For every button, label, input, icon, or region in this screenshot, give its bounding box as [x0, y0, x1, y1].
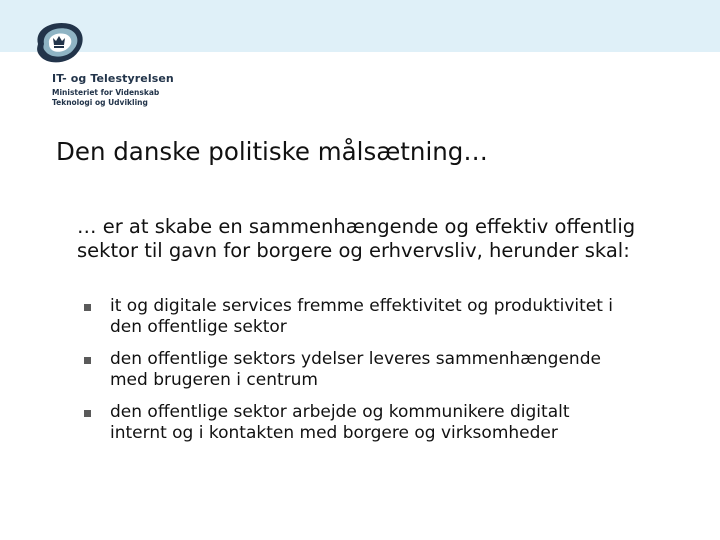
- bullet-item: [84, 349, 624, 391]
- org-name: IT- og Telestyrelsen: [52, 72, 174, 85]
- header-band: [0, 0, 720, 52]
- bullet-list: [84, 296, 624, 444]
- bullet-text: den offentlige sektor arbejde og kommunikere digitalt internt og i kontakten med borgere og virksomheder: [110, 402, 570, 443]
- crown-shield-icon: [30, 18, 86, 70]
- intro-text: … er at skabe en sammenhængende og effektiv offentlig sektor til gavn for borgere og erhvervsliv, herunder skal:: [77, 215, 636, 262]
- ministry-line-1: Ministeriet for Videnskab: [52, 88, 160, 97]
- bullet-item: [84, 402, 624, 444]
- ministry-line-2: Teknologi og Udvikling: [52, 98, 148, 107]
- bullet-item: [84, 296, 624, 338]
- ministry-name: [52, 88, 192, 108]
- slide-title: Den danske politiske målsætning…: [56, 137, 488, 166]
- bullet-text: den offentlige sektors ydelser leveres sammenhængende med brugeren i centrum: [110, 349, 601, 390]
- square-bullet-icon: [84, 357, 91, 364]
- square-bullet-icon: [84, 304, 91, 311]
- bullet-text: it og digitale services fremme effektivitet og produktivitet i den offentlige sektor: [110, 296, 614, 337]
- square-bullet-icon: [84, 410, 91, 417]
